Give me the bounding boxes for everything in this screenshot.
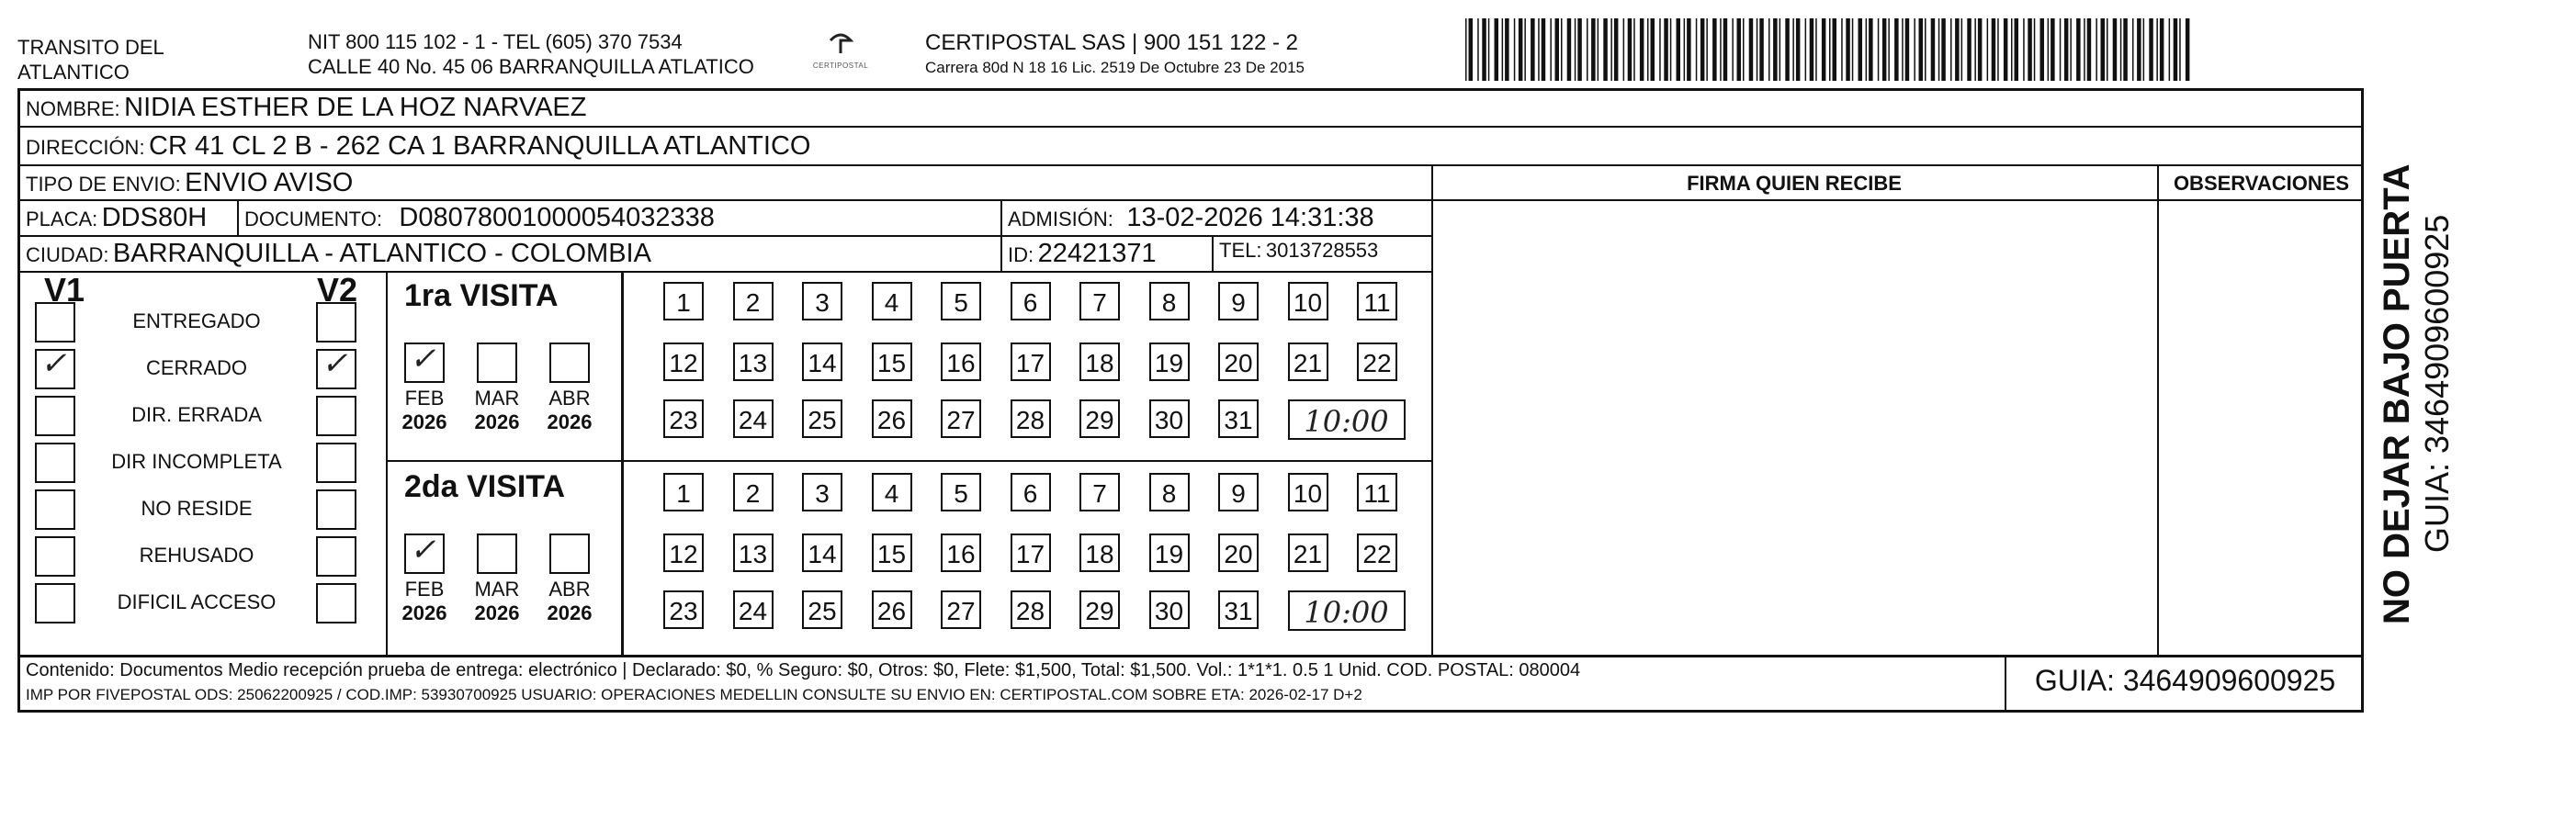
visit-title: 1ra VISITA <box>404 278 559 313</box>
barcode-bar <box>2186 18 2190 81</box>
barcode-bar <box>2028 18 2032 81</box>
day-box[interactable]: 22 <box>1357 343 1397 381</box>
month-name: ABR <box>548 578 591 601</box>
day-box[interactable]: 14 <box>802 343 842 381</box>
visit-time: 10:00 <box>1288 590 1406 631</box>
day-box[interactable]: 25 <box>802 399 842 438</box>
day-box[interactable]: 8 <box>1149 473 1190 511</box>
barcode-bar <box>2015 18 2019 81</box>
side-warning: NO DEJAR BAJO PUERTA <box>2377 163 2417 624</box>
day-box[interactable]: 5 <box>941 282 981 320</box>
day-box[interactable]: 28 <box>1011 399 1051 438</box>
barcode-bar <box>1614 18 1619 81</box>
day-box[interactable]: 17 <box>1011 343 1051 381</box>
v2-checkbox[interactable] <box>316 443 356 483</box>
day-box[interactable]: 10 <box>1288 473 1328 511</box>
id-label: ID: <box>1008 243 1034 266</box>
plate-value: DDS80H <box>101 203 208 232</box>
courier-info <box>925 29 1305 77</box>
barcode-bar <box>1779 18 1781 81</box>
barcode-bar <box>1878 18 1880 81</box>
barcode-bar <box>1737 18 1742 81</box>
month-checkbox[interactable] <box>477 343 517 383</box>
day-box[interactable]: 19 <box>1149 534 1190 572</box>
v1-checkbox[interactable] <box>35 583 75 623</box>
type-label: TIPO DE ENVIO: <box>26 173 181 196</box>
barcode-bar <box>2023 18 2025 81</box>
barcode-bar <box>1561 18 1563 81</box>
month-checkbox[interactable] <box>477 534 517 574</box>
address-line: CALLE 40 No. 45 06 BARRANQUILLA ATLATICO <box>308 55 754 78</box>
org-line-2: ATLANTICO <box>17 61 130 84</box>
barcode-bar <box>1659 18 1661 81</box>
barcode-bar <box>1664 18 1668 81</box>
barcode-bar <box>1978 18 1983 81</box>
observations-header: OBSERVACIONES <box>2173 172 2350 195</box>
side-guide: GUIA: 3464909600925 <box>2418 214 2456 553</box>
barcode-bar <box>2113 18 2118 81</box>
barcode-bar <box>1925 18 1926 81</box>
barcode-bar <box>1759 18 1764 81</box>
v1-checkbox[interactable] <box>35 396 75 436</box>
v2-checkbox[interactable] <box>316 396 356 436</box>
day-box[interactable]: 15 <box>872 534 912 572</box>
document-label: DOCUMENTO: <box>244 208 382 230</box>
barcode-bar <box>1732 18 1734 81</box>
barcode-bar <box>1567 18 1572 81</box>
v2-check-mark: ✓ <box>322 345 348 382</box>
logo-icon <box>827 31 854 57</box>
barcode-bar <box>1846 18 1850 81</box>
barcode-bar <box>1677 18 1681 81</box>
day-box[interactable]: 20 <box>1218 343 1259 381</box>
v1-checkbox[interactable] <box>35 536 75 577</box>
barcode-bar <box>1640 18 1644 81</box>
id-value: 22421371 <box>1037 239 1157 268</box>
visit-title: 2da VISITA <box>404 469 566 504</box>
day-box[interactable]: 6 <box>1011 282 1051 320</box>
month-label <box>392 578 457 625</box>
barcode-bar <box>2011 18 2013 81</box>
barcode-bar <box>1505 18 1509 81</box>
day-box[interactable]: 16 <box>941 343 981 381</box>
barcode-bar <box>2101 18 2106 81</box>
barcode-bar <box>1805 18 1807 81</box>
tel-label: TEL: <box>1219 239 1262 262</box>
v2-checkbox[interactable] <box>316 489 356 530</box>
barcode-bar <box>1696 18 1698 81</box>
day-box[interactable]: 5 <box>941 473 981 511</box>
barcode-bar <box>1950 18 1952 81</box>
day-box[interactable]: 30 <box>1149 399 1190 438</box>
barcode-bar <box>1905 18 1910 81</box>
barcode-bar <box>1987 18 1989 81</box>
barcode-bar <box>2034 18 2036 81</box>
barcode-bar <box>2040 18 2045 81</box>
day-box[interactable]: 12 <box>663 343 704 381</box>
day-box[interactable]: 3 <box>802 282 842 320</box>
day-box[interactable]: 3 <box>802 473 842 511</box>
barcode-bar <box>1542 18 1546 81</box>
day-box[interactable]: 2 <box>733 473 774 511</box>
barcode-bar <box>1623 18 1625 81</box>
day-box[interactable]: 29 <box>1079 590 1120 629</box>
name-label: NOMBRE: <box>26 97 120 120</box>
barcode-bar <box>1810 18 1814 81</box>
barcode-bar <box>1670 18 1672 81</box>
barcode-bar <box>1941 18 1946 81</box>
barcode-bar <box>2156 18 2158 81</box>
barcode-bar <box>1841 18 1843 81</box>
barcode-bar <box>1577 18 1582 81</box>
certipostal-logo: CERTIPOSTAL <box>808 31 873 70</box>
barcode-bar <box>1859 18 1863 81</box>
barcode-bar <box>1538 18 1540 81</box>
day-box[interactable]: 30 <box>1149 590 1190 629</box>
month-year: 2026 <box>401 601 447 624</box>
city-value: BARRANQUILLA - ATLANTICO - COLOMBIA <box>112 239 651 268</box>
barcode-bar <box>1974 18 1976 81</box>
day-box[interactable]: 13 <box>733 343 774 381</box>
barcode-bar <box>2169 18 2171 81</box>
day-box[interactable]: 7 <box>1079 282 1120 320</box>
barcode-bar <box>1723 18 1728 81</box>
day-box[interactable]: 28 <box>1011 590 1051 629</box>
barcode <box>1465 18 2191 81</box>
barcode-bar <box>2051 18 2055 81</box>
month-checkbox[interactable] <box>549 343 590 383</box>
day-box[interactable]: 6 <box>1011 473 1051 511</box>
month-label <box>392 387 457 434</box>
v2-header: V2 <box>317 271 358 309</box>
day-box[interactable]: 21 <box>1288 343 1328 381</box>
month-label <box>465 578 529 625</box>
barcode-bar <box>1519 18 1523 81</box>
month-name: FEB <box>404 578 445 601</box>
day-box[interactable]: 24 <box>733 399 774 438</box>
barcode-bar <box>1700 18 1705 81</box>
barcode-bar <box>1647 18 1649 81</box>
barcode-bar <box>1628 18 1633 81</box>
barcode-bar <box>1955 18 1960 81</box>
v2-checkbox[interactable] <box>316 302 356 343</box>
status-label: CERRADO <box>145 356 247 379</box>
barcode-bar <box>1815 18 1817 81</box>
barcode-bar <box>2064 18 2069 81</box>
barcode-bar <box>1720 18 1722 81</box>
v2-checkbox[interactable] <box>316 583 356 623</box>
barcode-bar <box>2123 18 2128 81</box>
barcode-bar <box>2084 18 2085 81</box>
barcode-bar <box>1919 18 1924 81</box>
barcode-bar <box>1687 18 1691 81</box>
barcode-bar <box>1684 18 1686 81</box>
month-year: 2026 <box>547 410 593 433</box>
month-label <box>465 387 529 434</box>
day-box[interactable]: 20 <box>1218 534 1259 572</box>
barcode-bar <box>2143 18 2145 81</box>
v1-checkbox[interactable] <box>35 443 75 483</box>
day-box[interactable]: 11 <box>1357 282 1397 320</box>
tel-value: 3013728553 <box>1265 239 1379 262</box>
v1-check-mark: ✓ <box>40 345 67 382</box>
barcode-bar <box>1792 18 1794 81</box>
barcode-bar <box>1465 18 1467 81</box>
day-box[interactable]: 12 <box>663 534 704 572</box>
month-year: 2026 <box>474 410 520 433</box>
day-box[interactable]: 8 <box>1149 282 1190 320</box>
status-label: DIR. ERRADA <box>131 403 262 426</box>
status-label: DIR INCOMPLETA <box>111 450 282 473</box>
barcode-bar <box>1651 18 1655 81</box>
barcode-bar <box>1882 18 1887 81</box>
barcode-bar <box>1768 18 1770 81</box>
day-box[interactable]: 14 <box>802 534 842 572</box>
courier-line: CERTIPOSTAL SAS | 900 151 122 - 2 <box>925 30 1298 55</box>
day-box[interactable]: 1 <box>663 473 704 511</box>
barcode-bar <box>2096 18 2097 81</box>
recipient-name: NIDIA ESTHER DE LA HOZ NARVAEZ <box>124 93 587 122</box>
recipient-address: CR 41 CL 2 B - 262 CA 1 BARRANQUILLA ATLANTICO <box>149 131 811 161</box>
courier-address: Carrera 80d N 18 16 Lic. 2519 De Octubre 23 De 2015 <box>925 59 1305 76</box>
month-label <box>537 578 602 625</box>
v1-checkbox[interactable] <box>35 489 75 530</box>
day-box[interactable]: 24 <box>733 590 774 629</box>
barcode-bar <box>2004 18 2008 81</box>
status-label: ENTREGADO <box>132 309 261 332</box>
day-box[interactable]: 27 <box>941 590 981 629</box>
day-box[interactable]: 23 <box>663 399 704 438</box>
day-box[interactable]: 29 <box>1079 399 1120 438</box>
barcode-bar <box>1992 18 1996 81</box>
status-label: REHUSADO <box>139 544 254 567</box>
barcode-bar <box>1773 18 1778 81</box>
month-name: MAR <box>474 578 520 601</box>
barcode-bar <box>1796 18 1801 81</box>
barcode-bar <box>1555 18 1560 81</box>
barcode-bar <box>1706 18 1708 81</box>
barcode-bar <box>1852 18 1854 81</box>
barcode-bar <box>1587 18 1588 81</box>
day-box[interactable]: 9 <box>1218 282 1259 320</box>
barcode-bar <box>1477 18 1479 81</box>
barcode-bar <box>1749 18 1754 81</box>
barcode-bar <box>1550 18 1552 81</box>
month-year: 2026 <box>474 601 520 624</box>
v1-header: V1 <box>44 271 85 309</box>
month-name: MAR <box>474 387 520 410</box>
org-line-1: TRANSITO DEL <box>17 36 164 59</box>
signature-header: FIRMA QUIEN RECIBE <box>1687 172 1902 195</box>
barcode-bar <box>1914 18 1915 81</box>
barcode-bar <box>1829 18 1831 81</box>
barcode-bar <box>2107 18 2108 81</box>
day-box[interactable]: 17 <box>1011 534 1051 572</box>
barcode-bar <box>1488 18 1490 81</box>
barcode-bar <box>1712 18 1717 81</box>
day-box[interactable]: 16 <box>941 534 981 572</box>
barcode-bar <box>1757 18 1758 81</box>
barcode-bar <box>2174 18 2178 81</box>
day-box[interactable]: 9 <box>1218 473 1259 511</box>
day-box[interactable]: 4 <box>872 473 912 511</box>
org-contact <box>308 29 754 79</box>
day-box[interactable]: 25 <box>802 590 842 629</box>
day-box[interactable]: 10 <box>1288 282 1328 320</box>
status-label: NO RESIDE <box>141 497 253 520</box>
day-box[interactable]: 11 <box>1357 473 1397 511</box>
document-value: D08078001000054032338 <box>399 203 715 232</box>
barcode-bar <box>1869 18 1873 81</box>
barcode-bar <box>2070 18 2072 81</box>
barcode-bar <box>1531 18 1535 81</box>
imp-line: IMP POR FIVEPOSTAL ODS: 25062200925 / COD.IMP: 53930700925 USUARIO: OPERACIONES MEDELLIN CONSULTE SU ENVIO EN: CERTIPOSTAL.COM SOBRE ETA: 2026-02-17 D+2 <box>26 686 1362 703</box>
day-box[interactable]: 31 <box>1218 590 1259 629</box>
barcode-bar <box>2060 18 2062 81</box>
day-box[interactable]: 13 <box>733 534 774 572</box>
status-label: DIFICIL ACCESO <box>117 590 277 613</box>
day-box[interactable]: 31 <box>1218 399 1259 438</box>
nit-line: NIT 800 115 102 - 1 - TEL (605) 370 7534 <box>308 30 683 53</box>
barcode-bar <box>1598 18 1599 81</box>
month-name: FEB <box>404 387 445 410</box>
barcode-bar <box>2137 18 2141 81</box>
admission-label: ADMISIÓN: <box>1008 208 1113 230</box>
day-box[interactable]: 19 <box>1149 343 1190 381</box>
barcode-bar <box>1888 18 1890 81</box>
barcode-bar <box>1603 18 1608 81</box>
month-check-mark: ✓ <box>410 532 436 568</box>
barcode-bar <box>2149 18 2153 81</box>
footer-guide: GUIA: 3464909600925 <box>2034 664 2336 697</box>
visit-time: 10:00 <box>1288 399 1406 440</box>
barcode-bar <box>1833 18 1837 81</box>
city-label: CIUDAD: <box>26 243 109 266</box>
barcode-bar <box>1633 18 1635 81</box>
barcode-bar <box>1743 18 1745 81</box>
day-box[interactable]: 21 <box>1288 534 1328 572</box>
barcode-bar <box>1514 18 1516 81</box>
barcode-bar <box>2076 18 2081 81</box>
day-box[interactable]: 4 <box>872 282 912 320</box>
barcode-bar <box>1502 18 1504 81</box>
address-label: DIRECCIÓN: <box>26 136 145 159</box>
organization-name <box>17 35 164 84</box>
barcode-bar <box>1902 18 1904 81</box>
barcode-bar <box>2179 18 2181 81</box>
barcode-bar <box>1961 18 1963 81</box>
day-box[interactable]: 26 <box>872 590 912 629</box>
month-check-mark: ✓ <box>410 341 436 377</box>
barcode-bar <box>1785 18 1790 81</box>
barcode-bar <box>2120 18 2122 81</box>
day-box[interactable]: 27 <box>941 399 981 438</box>
barcode-bar <box>1482 18 1486 81</box>
shipment-type: ENVIO AVISO <box>185 168 354 197</box>
barcode-bar <box>1524 18 1526 81</box>
day-box[interactable]: 18 <box>1079 343 1120 381</box>
barcode-bar <box>1967 18 1972 81</box>
delivery-form <box>17 88 2364 713</box>
content-line: Contenido: Documentos Medio recepción prueba de entrega: electrónico | Declarado: $0, % Seguro: $0, Otros: $0, Flete: $1,500, Total: $1,500. Vol.: 1*1*1. 0.5 1 Unid. COD. POSTAL: 080004 <box>26 660 1581 680</box>
month-label <box>537 387 602 434</box>
day-box[interactable]: 1 <box>663 282 704 320</box>
admission-value: 13-02-2026 14:31:38 <box>1126 203 1374 232</box>
barcode-bar <box>1894 18 1899 81</box>
barcode-bar <box>2132 18 2134 81</box>
barcode-bar <box>1822 18 1826 81</box>
barcode-bar <box>1866 18 1868 81</box>
barcode-bar <box>1495 18 1499 81</box>
v2-checkbox[interactable] <box>316 536 356 577</box>
barcode-bar <box>1938 18 1940 81</box>
month-checkbox[interactable] <box>549 534 590 574</box>
barcode-bar <box>1575 18 1576 81</box>
v1-checkbox[interactable] <box>35 302 75 343</box>
barcode-bar <box>2160 18 2164 81</box>
plate-label: PLACA: <box>26 208 98 230</box>
day-box[interactable]: 2 <box>733 282 774 320</box>
day-box[interactable]: 18 <box>1079 534 1120 572</box>
month-year: 2026 <box>401 410 447 433</box>
barcode-bar <box>1610 18 1612 81</box>
day-box[interactable]: 22 <box>1357 534 1397 572</box>
barcode-bar <box>1591 18 1596 81</box>
barcode-bar <box>1997 18 1999 81</box>
day-box[interactable]: 26 <box>872 399 912 438</box>
day-box[interactable]: 15 <box>872 343 912 381</box>
day-box[interactable]: 7 <box>1079 473 1120 511</box>
month-year: 2026 <box>547 601 593 624</box>
barcode-bar <box>2048 18 2050 81</box>
barcode-bar <box>1931 18 1936 81</box>
month-name: ABR <box>548 387 591 410</box>
day-box[interactable]: 23 <box>663 590 704 629</box>
barcode-bar <box>2087 18 2092 81</box>
barcode-bar <box>1469 18 1474 81</box>
